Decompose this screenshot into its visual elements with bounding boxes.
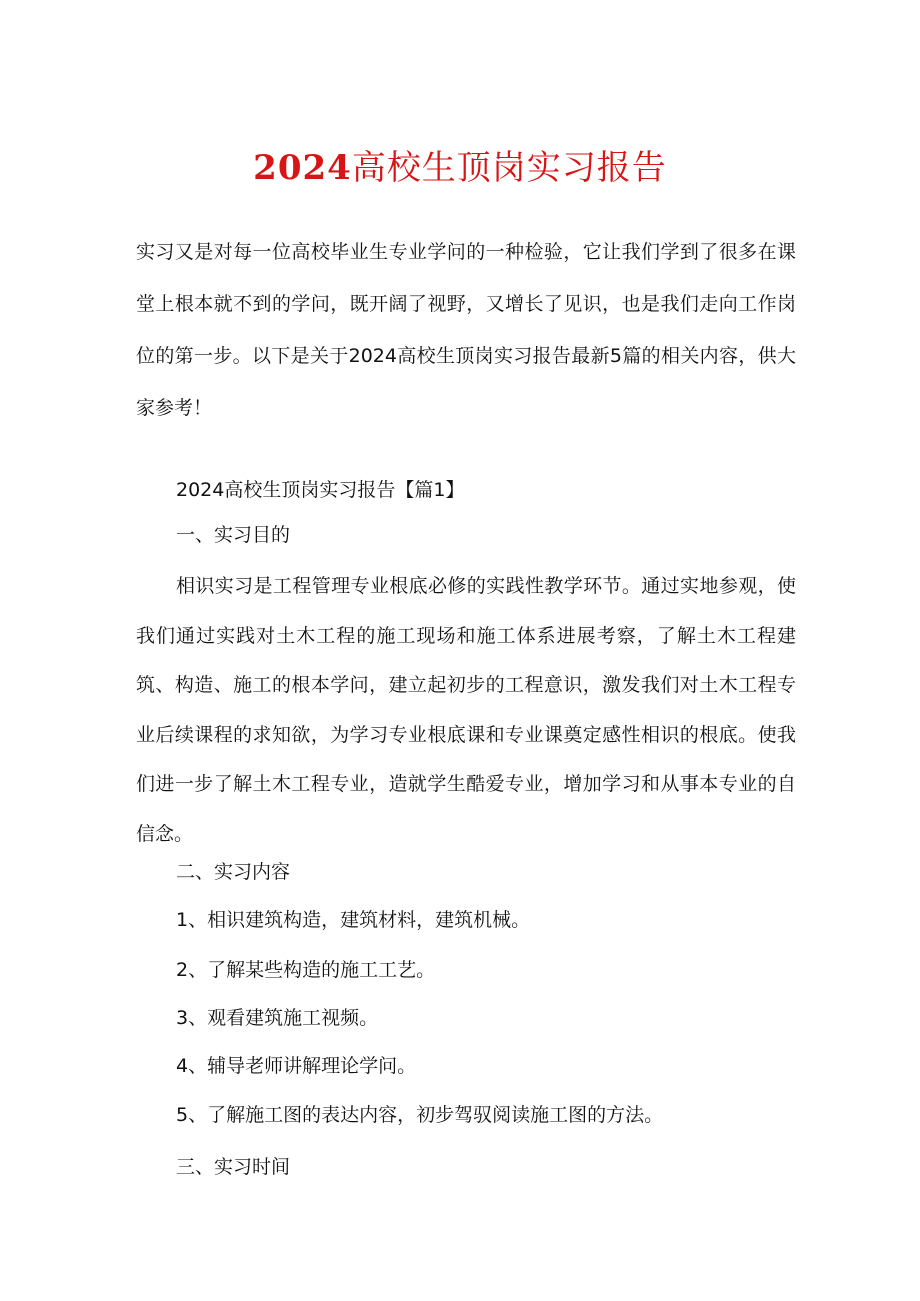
purpose-paragraph: 相识实习是工程管理专业根底必修的实践性教学环节。通过实地参观，使我们通过实践对土木工程的施工现场和施工体系进展考察，了解土木工程建筑、构造、施工的根本学问，建立起初步的工程意识，激发我们对土木工程专业后续课程的求知欲，为学习专业根底课和专业课奠定感性相识的根底。使我们进一步了解土木工程专业，造就学生酷爱专业，增加学习和从事本专业的自信念。 (136, 575, 796, 845)
heading-time: 三、实习时间 (176, 1156, 291, 1178)
section-heading: 2024高校生顶岗实习报告【篇1】 (176, 479, 465, 501)
list-item: 2、了解某些构造的施工工艺。 (176, 959, 436, 981)
heading-purpose: 一、实习目的 (176, 524, 291, 546)
document-title (0, 143, 920, 193)
title-text: 高校生顶岗实习报告 (351, 148, 667, 188)
list-item: 3、观看建筑施工视频。 (176, 1007, 379, 1029)
list-item: 4、辅导老师讲解理论学问。 (176, 1055, 417, 1077)
heading-content: 二、实习内容 (176, 861, 291, 883)
list-item: 1、相识建筑构造，建筑材料，建筑机械。 (176, 909, 531, 931)
title-year: 2024 (253, 148, 352, 188)
intro-paragraph: 实习又是对每一位高校毕业生专业学问的一种检验，它让我们学到了很多在课堂上根本就不到的学问，既开阔了视野，又增长了见识，也是我们走向工作岗位的第一步。以下是关于2024高校生顶岗实习报告最新5篇的相关内容，供大家参考！ (136, 241, 796, 419)
list-item: 5、了解施工图的表达内容，初步驾驭阅读施工图的方法。 (176, 1104, 664, 1126)
